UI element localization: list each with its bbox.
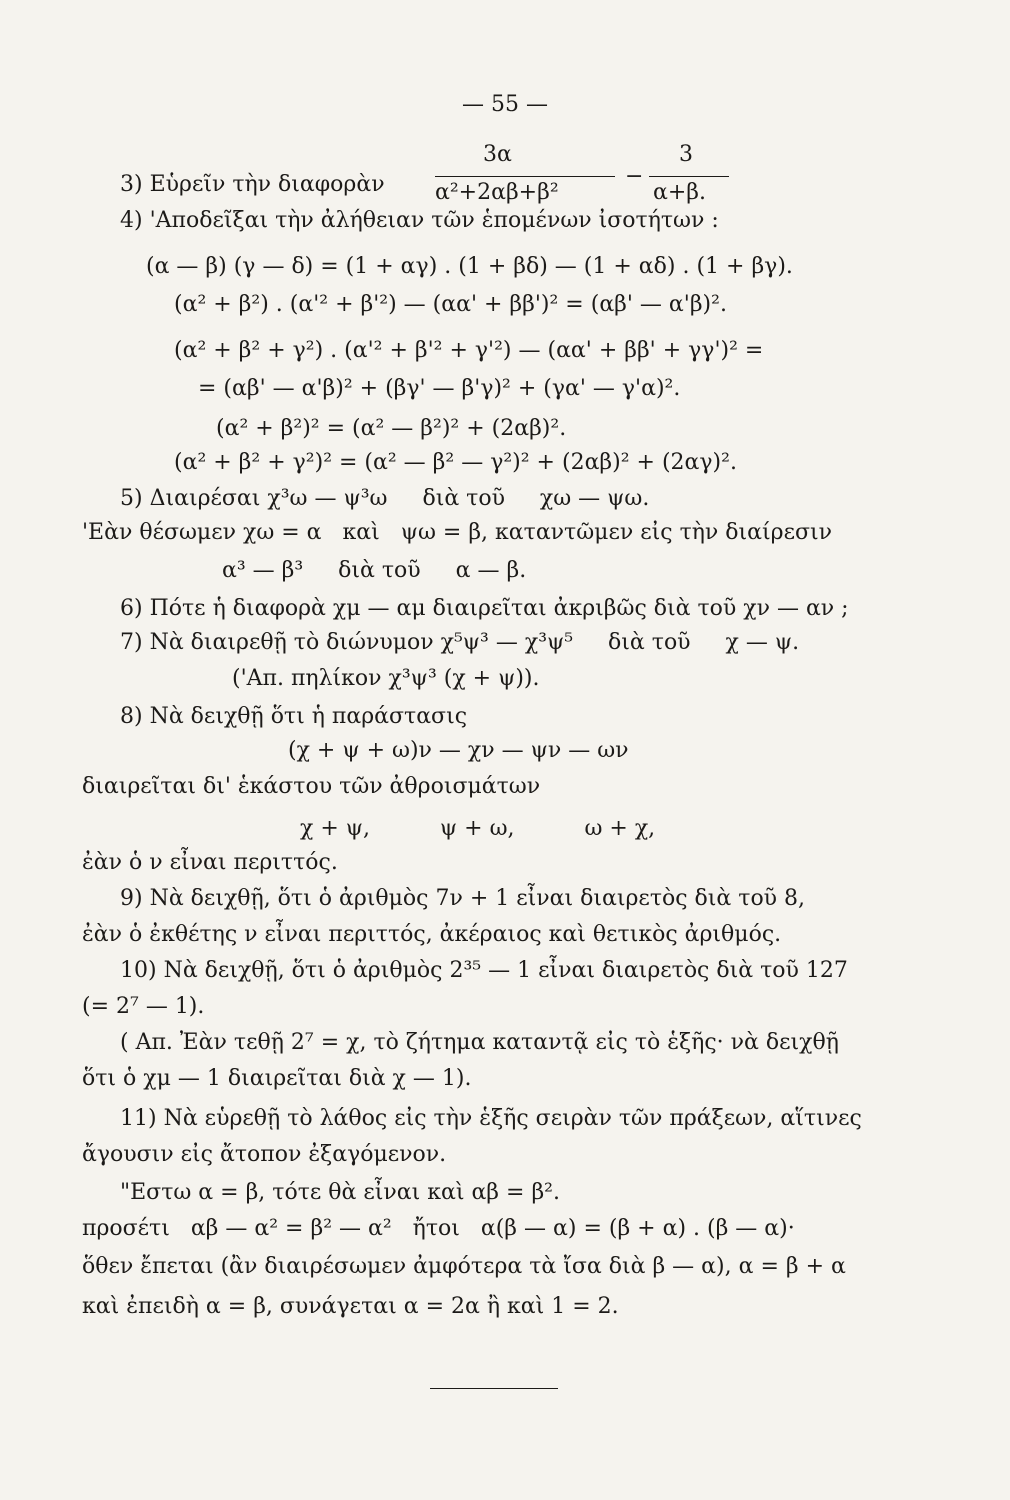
answer-line: ('Απ. πηλίκον χ³ψ³ (χ + ψ)). <box>232 666 540 691</box>
answer-line: ( Απ. Ἐὰν τεθῇ 2⁷ = χ, τὸ ζήτημα καταντᾷ εἰς τὸ ἑξῆς· νὰ δειχθῇ <box>120 1030 839 1055</box>
equation-line: α³ — β³ διὰ τοῦ α — β. <box>222 558 527 583</box>
equation-line: προσέτι αβ — α² = β² — α² ἤτοι α(β — α) = (β + α) . (β — α)· <box>82 1216 795 1241</box>
exercise-10: 10) Νὰ δειχθῇ, ὅτι ὁ ἀριθμὸς 2³⁵ — 1 εἶναι διαιρετὸς διὰ τοῦ 127 <box>120 958 848 983</box>
text-line: "Εστω α = β, τότε θὰ εἶναι καὶ αβ = β². <box>120 1180 560 1205</box>
text-line: ἐὰν ὁ ἐκθέτης ν εἶναι περιττός, ἀκέραιος καὶ θετικὸς ἀριθμός. <box>82 922 782 947</box>
fraction-2-numerator: 3 <box>679 142 693 167</box>
footer-rule <box>430 1388 558 1389</box>
text-line: καὶ ἐπειδὴ α = β, συνάγεται α = 2α ἢ καὶ 1 = 2. <box>82 1294 619 1319</box>
text-line: (= 2⁷ — 1). <box>82 994 205 1019</box>
equation-line: (α² + β² + γ²) . (α'² + β'² + γ'²) — (αα' + ββ' + γγ')² = <box>174 338 764 363</box>
page-number: — 55 — <box>462 92 548 117</box>
exercise-7: 7) Νὰ διαιρεθῇ τὸ διώνυμον χ⁵ψ³ — χ³ψ⁵ διὰ τοῦ χ — ψ. <box>120 630 800 655</box>
exercise-9: 9) Νὰ δειχθῇ, ὅτι ὁ ἀριθμὸς 7ν + 1 εἶναι διαιρετὸς διὰ τοῦ 8, <box>120 886 806 911</box>
equation-line: (χ + ψ + ω)ν — χν — ψν — ων <box>288 738 629 763</box>
exercise-6: 6) Πότε ἡ διαφορὰ χμ — αμ διαιρεῖται ἀκριβῶς διὰ τοῦ χν — αν ; <box>120 596 849 621</box>
equation-line: (α — β) (γ — δ) = (1 + αγ) . (1 + βδ) — (1 + αδ) . (1 + βγ). <box>146 254 793 279</box>
exercise-5: 5) Διαιρέσαι χ³ω — ψ³ω διὰ τοῦ χω — ψω. <box>120 486 650 511</box>
exercise-8: 8) Νὰ δειχθῇ ὅτι ἡ παράστασις <box>120 704 468 729</box>
equation-line: = (αβ' — α'β)² + (βγ' — β'γ)² + (γα' — γ'α)². <box>198 376 681 401</box>
text-line: ὅθεν ἔπεται (ἂν διαιρέσωμεν ἀμφότερα τὰ ἴσα διὰ β — α), α = β + α <box>82 1254 846 1279</box>
text-line: 'Εὰν θέσωμεν χω = α καὶ ψω = β, καταντῶμεν εἰς τὴν διαίρεσιν <box>82 520 832 545</box>
fraction-2-denominator: α+β. <box>653 180 707 205</box>
equation-line: (α² + β²) . (α'² + β'²) — (αα' + ββ')² = (αβ' — α'β)². <box>174 292 727 317</box>
text-line: διαιρεῖται δι' ἑκάστου τῶν ἀθροισμάτων <box>82 774 541 799</box>
equation-line: (α² + β²)² = (α² — β²)² + (2αβ)². <box>216 416 567 441</box>
equation-line: (α² + β² + γ²)² = (α² — β² — γ²)² + (2αβ)² + (2αγ)². <box>174 450 737 475</box>
fraction-2-bar <box>649 176 729 177</box>
fraction-minus-sign: − <box>625 164 644 189</box>
text-line: ἄγουσιν εἰς ἄτοπον ἐξαγόμενον. <box>82 1142 447 1167</box>
exercise-3-label: 3) Εὑρεῖν τὴν διαφορὰν <box>120 172 385 197</box>
text-line: 4) 'Αποδεῖξαι τὴν ἀλήθειαν τῶν ἑπομένων ἰσοτήτων : <box>120 208 719 233</box>
fraction-1-denominator: α²+2αβ+β² <box>435 180 559 205</box>
equation-line: χ + ψ, ψ + ω, ω + χ, <box>300 816 656 841</box>
exercise-11: 11) Νὰ εὑρεθῇ τὸ λάθος εἰς τὴν ἑξῆς σειρὰν τῶν πράξεων, αἵτινες <box>120 1106 862 1131</box>
fraction-1-numerator: 3α <box>483 142 512 167</box>
text-line: ἐὰν ὁ ν εἶναι περιττός. <box>82 850 338 875</box>
text-line: ὅτι ὁ χμ — 1 διαιρεῖται διὰ χ — 1). <box>82 1066 472 1091</box>
fraction-1-bar <box>435 176 615 177</box>
